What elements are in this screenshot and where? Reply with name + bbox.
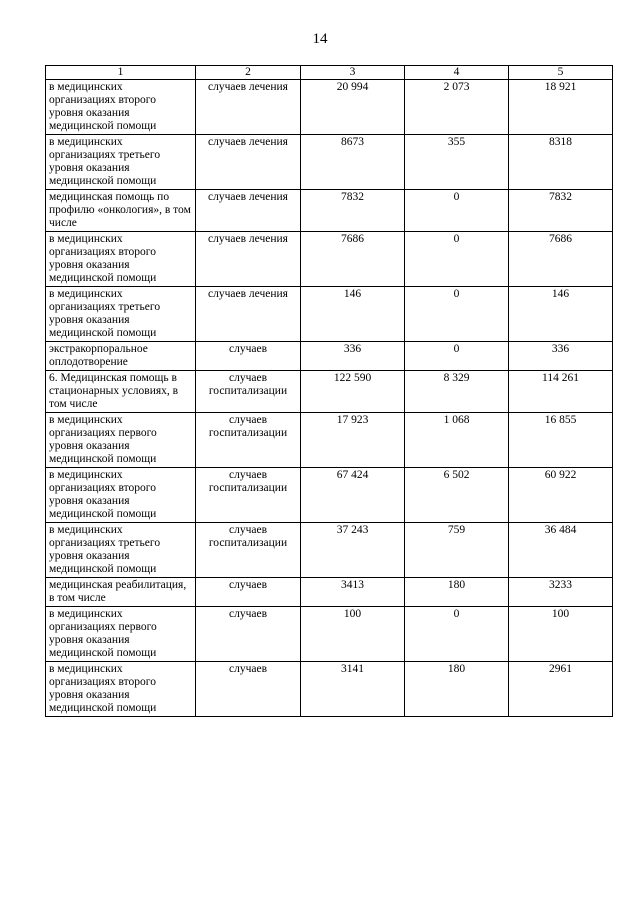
table-row [46,232,613,287]
value-cell-total: 146 [301,287,405,342]
unit-cell: случаев госпитализации [196,413,301,468]
value-cell-total: 17 923 [301,413,405,468]
data-table [45,65,613,717]
column-header: 1 [46,66,196,80]
column-header: 4 [405,66,509,80]
value-cell-col4: 0 [405,232,509,287]
table-body [46,80,613,717]
row-name-cell: 6. Медицинская помощь в стационарных условиях, в том числе [46,371,196,413]
table-row [46,190,613,232]
unit-cell: случаев госпитализации [196,371,301,413]
value-cell-total: 3413 [301,578,405,607]
value-cell-col4: 0 [405,287,509,342]
column-header: 5 [509,66,613,80]
table-row [46,135,613,190]
value-cell-col4: 0 [405,607,509,662]
row-name-cell: в медицинских организациях второго уровня оказания медицинской помощи [46,232,196,287]
row-name-cell: в медицинских организациях первого уровня оказания медицинской помощи [46,607,196,662]
value-cell-total: 67 424 [301,468,405,523]
table-row [46,468,613,523]
value-cell-col5: 3233 [509,578,613,607]
value-cell-total: 37 243 [301,523,405,578]
row-name-cell: в медицинских организациях второго уровня оказания медицинской помощи [46,80,196,135]
table-header-row [46,66,613,80]
value-cell-total: 8673 [301,135,405,190]
value-cell-col5: 114 261 [509,371,613,413]
value-cell-col5: 8318 [509,135,613,190]
value-cell-total: 3141 [301,662,405,717]
unit-cell: случаев лечения [196,135,301,190]
value-cell-total: 7832 [301,190,405,232]
row-name-cell: в медицинских организациях второго уровня оказания медицинской помощи [46,662,196,717]
row-name-cell: в медицинских организациях первого уровня оказания медицинской помощи [46,413,196,468]
value-cell-col4: 6 502 [405,468,509,523]
row-name-cell: в медицинских организациях третьего уровня оказания медицинской помощи [46,135,196,190]
value-cell-col5: 2961 [509,662,613,717]
unit-cell: случаев [196,578,301,607]
value-cell-col4: 8 329 [405,371,509,413]
unit-cell: случаев лечения [196,80,301,135]
unit-cell: случаев лечения [196,190,301,232]
unit-cell: случаев [196,607,301,662]
value-cell-total: 336 [301,342,405,371]
value-cell-col4: 180 [405,662,509,717]
value-cell-col4: 0 [405,342,509,371]
value-cell-total: 20 994 [301,80,405,135]
table-row [46,287,613,342]
value-cell-col4: 0 [405,190,509,232]
value-cell-col4: 180 [405,578,509,607]
column-header: 2 [196,66,301,80]
table-row [46,342,613,371]
unit-cell: случаев лечения [196,232,301,287]
table-row [46,371,613,413]
value-cell-col5: 18 921 [509,80,613,135]
unit-cell: случаев лечения [196,287,301,342]
column-header: 3 [301,66,405,80]
unit-cell: случаев [196,342,301,371]
row-name-cell: медицинская реабилитация, в том числе [46,578,196,607]
unit-cell: случаев [196,662,301,717]
row-name-cell: в медицинских организациях третьего уровня оказания медицинской помощи [46,287,196,342]
row-name-cell: медицинская помощь по профилю «онкология», в том числе [46,190,196,232]
unit-cell: случаев госпитализации [196,468,301,523]
value-cell-col5: 100 [509,607,613,662]
row-name-cell: в медицинских организациях второго уровня оказания медицинской помощи [46,468,196,523]
value-cell-col5: 336 [509,342,613,371]
value-cell-col5: 7832 [509,190,613,232]
value-cell-col5: 36 484 [509,523,613,578]
value-cell-col5: 16 855 [509,413,613,468]
table-row [46,662,613,717]
value-cell-col5: 146 [509,287,613,342]
table-row [46,413,613,468]
unit-cell: случаев госпитализации [196,523,301,578]
table-row [46,523,613,578]
row-name-cell: экстракорпоральное оплодотворение [46,342,196,371]
value-cell-col4: 759 [405,523,509,578]
row-name-cell: в медицинских организациях третьего уровня оказания медицинской помощи [46,523,196,578]
value-cell-col4: 2 073 [405,80,509,135]
value-cell-col5: 60 922 [509,468,613,523]
value-cell-total: 122 590 [301,371,405,413]
value-cell-col5: 7686 [509,232,613,287]
value-cell-col4: 355 [405,135,509,190]
value-cell-col4: 1 068 [405,413,509,468]
table-row [46,607,613,662]
table-row [46,80,613,135]
value-cell-total: 7686 [301,232,405,287]
page-number: 14 [312,31,328,47]
table-row [46,578,613,607]
value-cell-total: 100 [301,607,405,662]
